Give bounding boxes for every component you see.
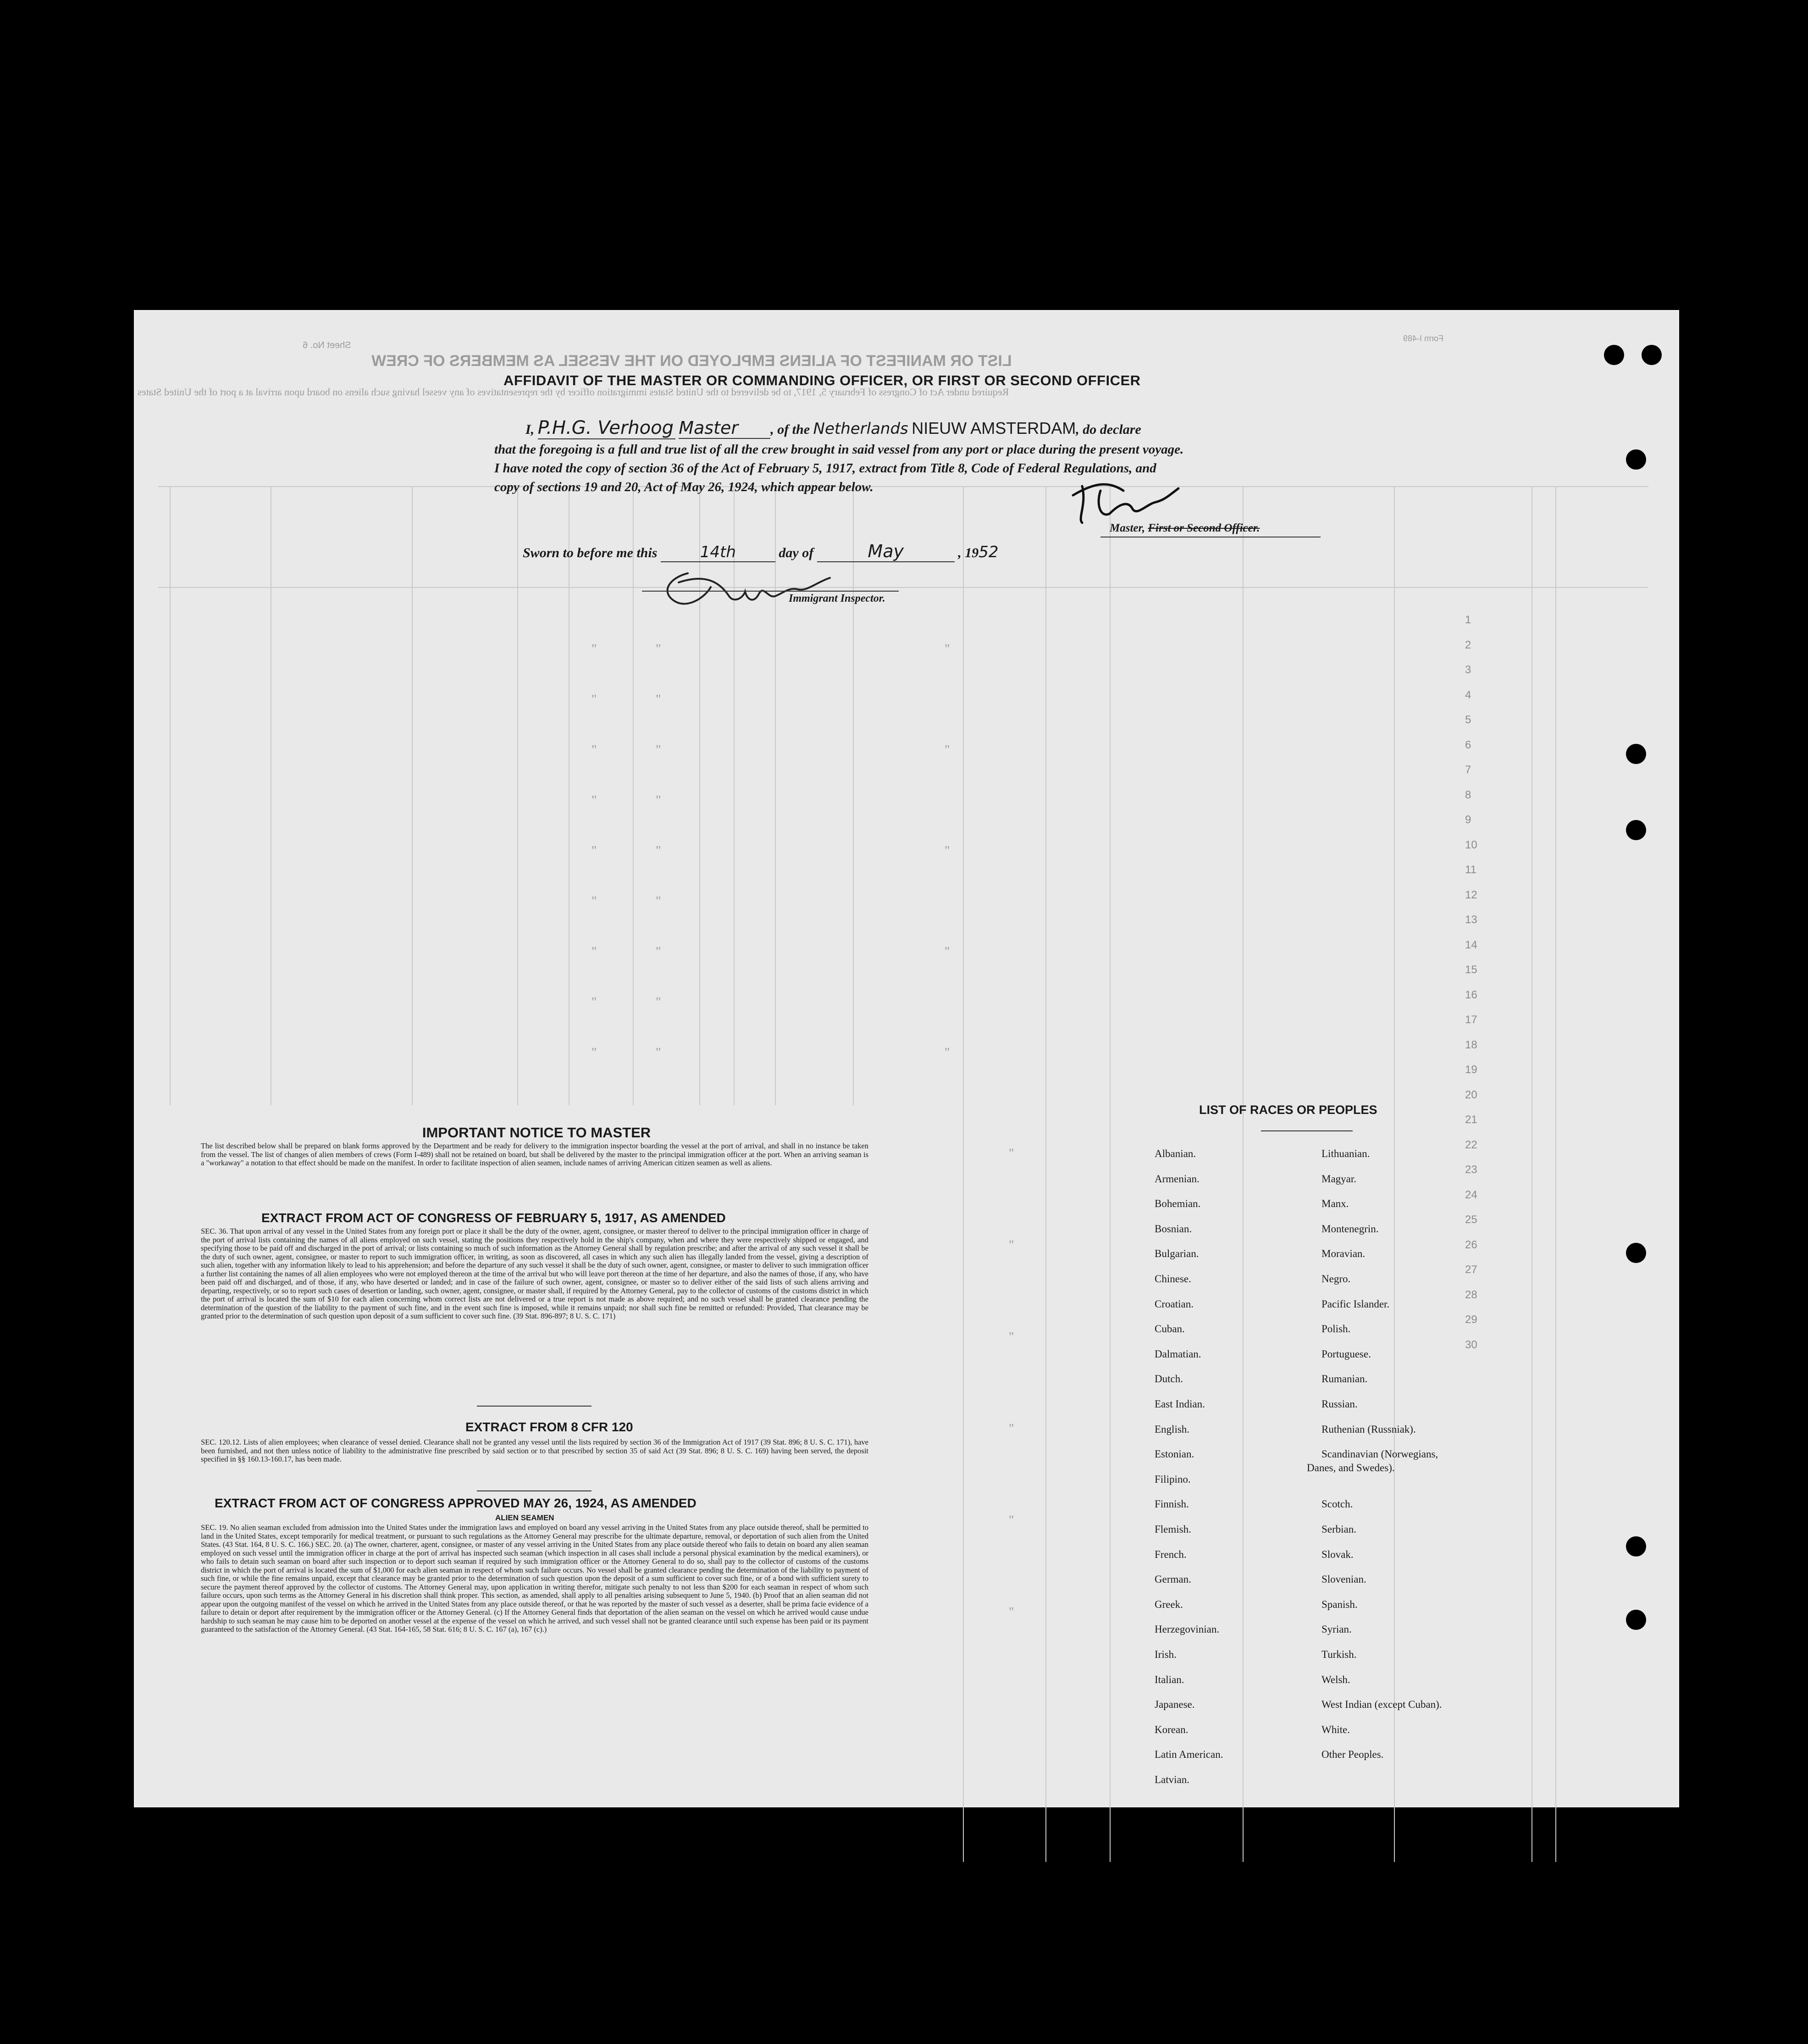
table-header-rule <box>158 587 1648 588</box>
ditto-mark: " <box>592 844 597 858</box>
inspector-rule <box>642 591 899 592</box>
punch-hole <box>1626 744 1646 764</box>
crew-row-number: 3 <box>1465 664 1471 676</box>
crew-row-number: 11 <box>1465 864 1476 876</box>
extract-1917-text: SEC. 36. That upon arrival of any vessel in the United States from any foreign port or place it shall be the duty of the owner, agent, consignee, or master thereof to deliver to the principal immigration officer in charge of the port of arrival lists containing the names of all aliens employed on such vessel, stating the positions they respectively hold in the ship's company, when and where they were respectively shipped or engaged, and specifying those to be paid off and discharged in the port of arrival; or lists containing so much of such information as the Attorney General shall by regulation prescribe; and after the arrival of any such vessel it shall be the duty of such owner, agent, consignee, or master to report to such immigration officer, in writing, as soon as discovered, all cases in which any such alien has illegally landed from the vessel, giving a description of such alien, together with any information likely to lead to his apprehension; and before the departure of any such vessel it shall be the duty of such owner, agent, consignee, or master to deliver to such immigration officer a further list containing the names of all alien employees who were not employed thereon at the time of the arrival but who will leave port thereon at the time of her departure, and also the names of those, if any, who have been paid off and discharged, and of those, if any, who have deserted or landed; and in case of the failure of such owner, agent, consignee, or master so to deliver either of the said lists of such aliens arriving and departing, respectively, or so to report such cases of desertion or landing, such owner, agent, consignee, or master shall, if required by the Attorney General, pay to the collector of customs of the customs district in which the port of arrival is located the sum of $10 for each alien concerning whom correct lists are not delivered or a true report is not made as above required; and no such vessel shall be granted clearance pending the determination of the question of the liability to the payment of such fine, and in the event such fine is imposed, while it remains unpaid; nor shall such fine be remitted or refunded: Provided, That clearance may be granted prior to the determination of such question upon deposit of a sum sufficient to cover such fine. (39 Stat. 896-897; 8 U. S. C. 171) <box>201 1227 868 1320</box>
race-item: Bulgarian. <box>1155 1248 1199 1260</box>
race-item: Croatian. <box>1155 1298 1194 1310</box>
race-item: Serbian. <box>1321 1523 1357 1535</box>
race-item: Lithuanian. <box>1321 1148 1370 1159</box>
crew-row-number: 17 <box>1465 1014 1477 1026</box>
race-item: Welsh. <box>1321 1673 1350 1685</box>
crew-row-number: 5 <box>1465 714 1471 726</box>
punch-hole <box>1626 1536 1646 1557</box>
sworn-day: 14th <box>661 543 775 562</box>
table-top-rule <box>158 486 1648 487</box>
crew-row-number: 29 <box>1465 1313 1477 1326</box>
crew-row-number: 21 <box>1465 1113 1477 1126</box>
race-item: Scandinavian (Norwegians, <box>1321 1448 1438 1460</box>
ditto-mark: " <box>592 793 597 808</box>
crew-row-number: 1 <box>1465 614 1471 626</box>
inspector-signature <box>651 555 844 624</box>
race-item: Cuban. <box>1155 1323 1185 1335</box>
affidavit-line-3: I have noted the copy of section 36 of the Act of February 5, 1917, extract from Title 8, Code of Federal Regulations, and <box>494 461 1156 476</box>
race-item: Danes, and Swedes). <box>1307 1462 1395 1474</box>
race-item: English. <box>1155 1423 1190 1435</box>
ditto-mark: " <box>945 945 950 959</box>
race-item: Latin American. <box>1155 1749 1223 1761</box>
race-item: Latvian. <box>1155 1774 1189 1785</box>
table-column-rule <box>412 486 413 1105</box>
race-item: Korean. <box>1155 1723 1189 1735</box>
race-item: German. <box>1155 1573 1191 1585</box>
races-rule <box>1261 1130 1353 1131</box>
race-item: Ruthenian (Russniak). <box>1321 1423 1416 1435</box>
crew-row-number: 15 <box>1465 964 1477 976</box>
race-item: Dalmatian. <box>1155 1348 1201 1360</box>
affidavit-line-2: that the foregoing is a full and true list of all the crew brought in said vessel from any port or place during the present voyage. <box>494 442 1184 457</box>
day-of-label: day of <box>779 545 814 560</box>
section-rule <box>477 1490 592 1491</box>
race-item: Spanish. <box>1321 1598 1358 1610</box>
race-item: Other Peoples. <box>1321 1749 1384 1761</box>
race-item: White. <box>1321 1723 1350 1735</box>
crew-row-number: 13 <box>1465 914 1477 926</box>
punch-hole <box>1626 820 1646 840</box>
crew-row-number: 8 <box>1465 788 1471 801</box>
crew-row-number: 25 <box>1465 1213 1477 1226</box>
ditto-mark: " <box>945 642 950 656</box>
crew-row-number: 18 <box>1465 1038 1477 1051</box>
ditto-mark: " <box>1009 1422 1014 1436</box>
race-item: Dutch. <box>1155 1373 1183 1385</box>
do-declare-label: , do declare <box>1076 422 1141 437</box>
crew-row-number: 12 <box>1465 888 1477 901</box>
race-item: Syrian. <box>1321 1623 1352 1635</box>
master-signature <box>1068 477 1188 527</box>
race-item: Chinese. <box>1155 1273 1191 1285</box>
punch-hole <box>1604 345 1624 365</box>
ditto-mark: " <box>592 995 597 1009</box>
crew-row-number: 20 <box>1465 1088 1477 1101</box>
ditto-mark: " <box>945 1046 950 1060</box>
race-item: Armenian. <box>1155 1173 1200 1185</box>
race-item: Filipino. <box>1155 1473 1191 1485</box>
race-item: French. <box>1155 1548 1187 1560</box>
races-title: LIST OF RACES OR PEOPLES <box>1199 1103 1377 1117</box>
race-item: Bosnian. <box>1155 1223 1192 1235</box>
extract-cfr-text: SEC. 120.12. Lists of alien employees; when clearance of vessel denied. Clearance shall not be granted any vessel until the lists required by section 36 of the Immigration Act of 1917 (39 Stat. 896; 8 U. S. C. 171), have been furnished, and not then unless notice of liability to the administrative fine prescribed by said section or to that prescribed by section 35 of said Act (39 Stat. 896; 8 U. S. C. 169) having been served, the deposit specified in §§ 160.13-160.17, has been made. <box>201 1438 868 1463</box>
crew-row-number: 26 <box>1465 1238 1477 1251</box>
table-column-rule <box>1394 486 1395 1862</box>
affidavit-title: AFFIDAVIT OF THE MASTER OR COMMANDING OFFICER, OR FIRST OR SECOND OFFICER <box>503 372 1141 388</box>
crew-row-number: 16 <box>1465 988 1477 1001</box>
caption-master: Master, <box>1110 522 1145 534</box>
ditto-mark: " <box>592 692 597 707</box>
sheet-number-bleed: Sheet No. 6 <box>303 340 351 350</box>
sworn-label: Sworn to before me this <box>523 545 658 560</box>
ditto-mark: " <box>656 945 661 959</box>
ditto-mark: " <box>592 945 597 959</box>
affidavit-declaration-line <box>525 417 1141 439</box>
race-item: Bohemian. <box>1155 1198 1201 1210</box>
ditto-mark: " <box>656 743 661 757</box>
sworn-year: 52 <box>979 543 999 561</box>
punch-hole <box>1626 1610 1646 1630</box>
crew-row-number: 27 <box>1465 1263 1477 1276</box>
ditto-mark: " <box>592 743 597 757</box>
table-column-rule <box>1243 486 1244 1862</box>
table-column-rule <box>170 486 171 1105</box>
ditto-mark: " <box>656 642 661 656</box>
race-item: Scotch. <box>1321 1498 1353 1510</box>
sworn-month: May <box>817 541 955 562</box>
crew-row-number: 9 <box>1465 814 1471 826</box>
race-item: West Indian (except Cuban). <box>1321 1699 1442 1711</box>
ditto-mark: " <box>1009 1238 1014 1252</box>
race-item: Herzegovinian. <box>1155 1623 1220 1635</box>
table-column-rule <box>853 486 854 1105</box>
ditto-mark: " <box>656 793 661 808</box>
race-item: Greek. <box>1155 1598 1183 1610</box>
vessel-name: NIEUW AMSTERDAM <box>912 419 1076 438</box>
signature-caption <box>1110 522 1260 535</box>
race-item: Albanian. <box>1155 1148 1196 1159</box>
ditto-mark: " <box>656 894 661 908</box>
year-prefix: , 19 <box>958 545 979 560</box>
affidavit-line-4: copy of sections 19 and 20, Act of May 26, 1924, which appear below. <box>494 480 874 494</box>
race-item: Moravian. <box>1321 1248 1366 1260</box>
ditto-mark: " <box>1009 1147 1014 1161</box>
crew-row-number: 28 <box>1465 1288 1477 1301</box>
table-column-rule <box>1045 486 1046 1862</box>
form-number-bleed: Form I-489 <box>1403 334 1444 343</box>
crew-row-number: 10 <box>1465 838 1477 851</box>
extract-1924-title: EXTRACT FROM ACT OF CONGRESS APPROVED MAY 26, 1924, AS AMENDED <box>215 1496 697 1510</box>
table-column-rule <box>1110 486 1111 1862</box>
race-item: Polish. <box>1321 1323 1351 1335</box>
race-item: Estonian. <box>1155 1448 1194 1460</box>
punch-hole <box>1626 1243 1646 1263</box>
ditto-mark: " <box>656 995 661 1009</box>
punch-hole <box>1626 449 1646 470</box>
race-item: Slovak. <box>1321 1548 1354 1560</box>
race-item: Japanese. <box>1155 1699 1195 1711</box>
ditto-mark: " <box>592 1046 597 1060</box>
table-column-rule <box>963 486 964 1862</box>
ditto-mark: " <box>592 894 597 908</box>
crew-row-number: 14 <box>1465 938 1477 951</box>
race-item: Irish. <box>1155 1649 1177 1660</box>
race-item: Negro. <box>1321 1273 1351 1285</box>
ditto-mark: " <box>656 692 661 707</box>
table-column-rule <box>633 486 634 1105</box>
crew-row-number: 4 <box>1465 688 1471 701</box>
rank: Master <box>679 418 770 439</box>
notice-title: IMPORTANT NOTICE TO MASTER <box>422 1124 651 1141</box>
ditto-mark: " <box>945 743 950 757</box>
extract-cfr-title: EXTRACT FROM 8 CFR 120 <box>465 1420 633 1434</box>
crew-row-number: 7 <box>1465 764 1471 776</box>
race-item: Russian. <box>1321 1398 1358 1410</box>
section-rule <box>477 1406 592 1407</box>
race-item: Montenegrin. <box>1321 1223 1379 1235</box>
ditto-mark: " <box>945 844 950 858</box>
caption-struck: First or Second Officer. <box>1148 522 1260 534</box>
race-item: Pacific Islander. <box>1321 1298 1390 1310</box>
nationality: Netherlands <box>813 420 908 438</box>
punch-hole <box>1642 345 1662 365</box>
race-item: Italian. <box>1155 1673 1184 1685</box>
ditto-mark: " <box>1009 1605 1014 1619</box>
crew-row-number: 6 <box>1465 738 1471 751</box>
ditto-mark: " <box>656 1046 661 1060</box>
extract-1924-text: SEC. 19. No alien seaman excluded from admission into the United States under the immigration laws and employed on board any vessel arriving in the United States from any place outside thereof, shall be permitted to land in the United States, except temporarily for medical treatment, or pursuant to such regulations as the Attorney General may prescribe for the ultimate departure, removal, or deportation of such alien from the United States. (43 Stat. 164, 8 U. S. C. 166.) SEC. 20. (a) The owner, charterer, agent, consignee, or master of any vessel arriving in the United States from any place outside thereof who fails to detain on board any alien seaman employed on such vessel until the immigration officer in charge at the port of arrival has inspected such seaman (which inspection in all cases shall include a personal physical examination by the medical examiners), or who fails to detain such seaman on board after such inspection or to deport such seaman if required by such immigration officer or the Attorney General to do so, shall pay to the collector of customs of the customs district in which the port of arrival is located the sum of $1,000 for each alien seaman in respect of whom such failure occurs. No vessel shall be granted clearance pending the determination of the liability to payment of such fine, or while the fine remains unpaid, except that clearance may be granted prior to the determination of such question upon the deposit of a sum sufficient to cover such fine, or of a bond with sufficient surety to secure the payment thereof approved by the collector of customs. The Attorney General may, upon application in writing therefor, mitigate such penalty to not less than $200 for each seaman in respect of whom such failure occurs, upon such terms as the Attorney General in his discretion shall think proper. This section, as amended, shall apply to all penalties arising subsequent to June 5, 1940. (b) Proof that an alien seaman did not appear upon the outgoing manifest of the vessel on which he arrived in the United States from any place outside thereof, or that he was reported by the master of such vessel as a deserter, shall be prima facie evidence of a failure to detain or deport after requirement by the immigration officer or the Attorney General. (c) If the Attorney General finds that deportation of the alien seaman on the vessel on which he arrived would cause undue hardship to such seaman he may cause him to be deported on another vessel at the expense of the vessel on which he arrived, and such vessel shall not be granted clearance until such expense has been paid or its payment guaranteed to the satisfaction of the Attorney General. (43 Stat. 164-165, 58 Stat. 616; 8 U. S. C. 167 (a), 167 (c).) <box>201 1523 868 1634</box>
race-item: Magyar. <box>1321 1173 1357 1185</box>
table-column-rule <box>1555 486 1556 1862</box>
crew-row-number: 23 <box>1465 1163 1477 1176</box>
race-item: Portuguese. <box>1321 1348 1371 1360</box>
table-column-rule <box>517 486 518 1105</box>
crew-row-number: 22 <box>1465 1138 1477 1151</box>
ditto-mark: " <box>656 844 661 858</box>
ditto-mark: " <box>1009 1330 1014 1344</box>
master-name: P.H.G. Verhoog <box>538 417 675 439</box>
extract-1924-subtitle: ALIEN SEAMEN <box>495 1513 554 1522</box>
crew-row-number: 24 <box>1465 1188 1477 1201</box>
crew-row-number: 19 <box>1465 1064 1477 1076</box>
crew-row-number: 30 <box>1465 1338 1477 1351</box>
race-item: Flemish. <box>1155 1523 1191 1535</box>
race-item: Slovenian. <box>1321 1573 1366 1585</box>
affidavit-i-label: I, <box>525 422 535 437</box>
notice-text: The list described below shall be prepared on blank forms approved by the Department and be ready for delivery to the immigration inspector boarding the vessel at the port of arrival, and shall in no instance be taken from the vessel. The list of changes of alien members of crews (Form I-489) shall not be retained on board, but shall be delivered by the master to the principal immigration officer at the port. When an arriving seaman is a "workaway" a notation to that effect should be made on the manifest. In order to facilitate inspection of alien seamen, include names of arriving American citizen seamen as well as aliens. <box>201 1141 868 1167</box>
race-item: Finnish. <box>1155 1498 1189 1510</box>
ditto-mark: " <box>1009 1513 1014 1528</box>
race-item: Manx. <box>1321 1198 1349 1210</box>
of-the-label: , of the <box>770 422 810 437</box>
inspector-caption: Immigrant Inspector. <box>789 593 885 604</box>
required-under-bleed: Required under Act of Congress of February 5, 1917, to be delivered to the United States immigration officer by the representatives of any vessel having such aliens on board upon arrival at a port of the United States <box>138 386 1009 398</box>
crew-row-number: 2 <box>1465 638 1471 651</box>
ditto-mark: " <box>592 642 597 656</box>
race-item: Turkish. <box>1321 1649 1357 1660</box>
race-item: Rumanian. <box>1321 1373 1368 1385</box>
manifest-title-bleed: LIST OR MANIFEST OF ALIENS EMPLOYED ON THE VESSEL AS MEMBERS OF CREW <box>371 352 1012 370</box>
race-item: East Indian. <box>1155 1398 1205 1410</box>
extract-1917-title: EXTRACT FROM ACT OF CONGRESS OF FEBRUARY 5, 1917, AS AMENDED <box>261 1211 726 1225</box>
